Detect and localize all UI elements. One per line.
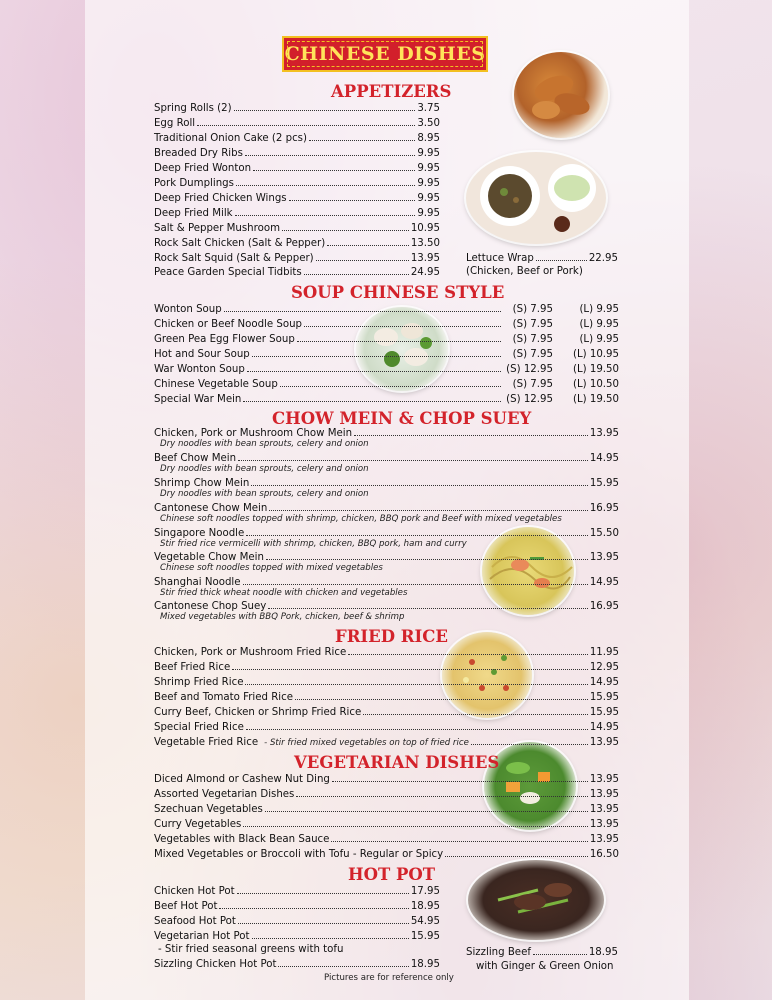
item-name: War Wonton Soup xyxy=(154,364,245,375)
item-name: Assorted Vegetarian Dishes xyxy=(154,789,295,800)
menu-item xyxy=(154,833,619,847)
small-price: (S) 7.95 xyxy=(512,319,553,330)
item-name: Peace Garden Special Tidbits xyxy=(154,267,302,278)
item-name: Shrimp Fried Rice xyxy=(154,677,244,688)
item-name: Breaded Dry Ribs xyxy=(154,148,243,159)
menu-item xyxy=(154,147,440,161)
item-price: 13.95 xyxy=(589,804,619,815)
menu-item-lettuce-wrap xyxy=(466,252,618,266)
item-price: 13.95 xyxy=(589,834,619,845)
item-description: Chinese soft noodles topped with shrimp, chicken, BBQ pork and Beef with mixed vegetables xyxy=(160,514,562,524)
item-name: Szechuan Vegetables xyxy=(154,804,263,815)
item-price: 9.95 xyxy=(417,208,440,219)
item-price: 22.95 xyxy=(588,253,618,264)
item-description: Dry noodles with bean sprouts, celery and onion xyxy=(160,439,369,449)
item-name: Deep Fried Milk xyxy=(154,208,233,219)
lettuce-wrap-photo xyxy=(466,152,606,244)
menu-item xyxy=(154,721,619,735)
menu-item xyxy=(154,661,619,675)
item-name: Chicken Hot Pot xyxy=(154,886,235,897)
menu-item xyxy=(154,818,619,832)
item-name: Cantonese Chop Suey xyxy=(154,601,267,612)
item-description: Dry noodles with bean sprouts, celery and onion xyxy=(160,489,369,499)
large-price: (L) 9.95 xyxy=(579,334,619,345)
item-name: Beef and Tomato Fried Rice xyxy=(154,692,293,703)
soup-heading: SOUP CHINESE STYLE xyxy=(291,283,505,302)
menu-item xyxy=(154,162,440,176)
item-name: Chicken, Pork or Mushroom Chow Mein xyxy=(154,428,353,439)
item-price: 16.95 xyxy=(589,601,619,612)
item-name: Curry Vegetables xyxy=(154,819,242,830)
hotpot-heading: HOT POT xyxy=(348,865,436,884)
menu-item xyxy=(154,207,440,221)
vegetarian-heading: VEGETARIAN DISHES xyxy=(294,753,500,772)
menu-item xyxy=(154,348,619,362)
item-price: 15.95 xyxy=(410,931,440,942)
item-price: 24.95 xyxy=(410,267,440,278)
item-name: Salt & Pepper Mushroom xyxy=(154,223,280,234)
item-price: 13.50 xyxy=(410,238,440,249)
item-name: Traditional Onion Cake (2 pcs) xyxy=(154,133,307,144)
small-price: (S) 12.95 xyxy=(506,394,553,405)
menu-item xyxy=(154,102,440,116)
item-price: 18.95 xyxy=(410,959,440,970)
lettuce-wrap-graphic xyxy=(466,152,606,244)
menu-item xyxy=(154,646,619,660)
small-price: (S) 7.95 xyxy=(512,304,553,315)
item-name: Egg Roll xyxy=(154,118,196,129)
menu-item xyxy=(154,930,440,944)
menu-title-banner xyxy=(282,36,488,72)
item-name: Chicken, Pork or Mushroom Fried Rice xyxy=(154,647,347,658)
sizzling-beef-photo xyxy=(468,860,604,940)
item-price: 3.50 xyxy=(417,118,440,129)
item-price: 18.95 xyxy=(588,947,618,958)
item-name: Vegetarian Hot Pot xyxy=(154,931,250,942)
item-name: Vegetable Chow Mein xyxy=(154,552,264,563)
item-name: Beef Fried Rice xyxy=(154,662,231,673)
menu-item xyxy=(154,333,619,347)
item-name: Sizzling Beef xyxy=(466,947,531,958)
item-description: Chinese soft noodles topped with mixed vegetables xyxy=(160,563,383,573)
item-name: Curry Beef, Chicken or Shrimp Fried Rice xyxy=(154,707,362,718)
item-price: 15.95 xyxy=(589,692,619,703)
vegetarian-hotpot-note: - Stir fried seasonal greens with tofu xyxy=(158,944,344,955)
item-name: Diced Almond or Cashew Nut Ding xyxy=(154,774,330,785)
item-price: 15.50 xyxy=(589,528,619,539)
menu-item xyxy=(154,222,440,236)
large-price: (L) 9.95 xyxy=(579,319,619,330)
menu-item xyxy=(154,117,440,131)
menu-item xyxy=(154,885,440,899)
menu-item xyxy=(154,252,440,266)
small-price: (S) 7.95 xyxy=(512,334,553,345)
item-name: Beef Hot Pot xyxy=(154,901,218,912)
item-name: Beef Chow Mein xyxy=(154,453,237,464)
item-price: 10.95 xyxy=(410,223,440,234)
item-price: 15.95 xyxy=(589,707,619,718)
menu-item xyxy=(154,676,619,690)
lettuce-wrap-note: (Chicken, Beef or Pork) xyxy=(466,266,583,277)
menu-item xyxy=(154,318,619,332)
menu-item xyxy=(154,706,619,720)
sizzling-beef-graphic xyxy=(468,860,604,940)
item-price: 8.95 xyxy=(417,133,440,144)
item-name: Chinese Vegetable Soup xyxy=(154,379,278,390)
item-name: Deep Fried Chicken Wings xyxy=(154,193,287,204)
sizzling-beef-note: with Ginger & Green Onion xyxy=(476,961,614,972)
large-price: (L) 19.50 xyxy=(572,364,619,375)
menu-item xyxy=(154,788,619,802)
small-price: (S) 7.95 xyxy=(512,379,553,390)
menu-item xyxy=(154,691,619,705)
item-name: Vegetable Fried Rice xyxy=(154,737,259,748)
menu-item xyxy=(154,266,440,280)
small-price: (S) 12.95 xyxy=(506,364,553,375)
large-price: (L) 9.95 xyxy=(579,304,619,315)
item-name: Sizzling Chicken Hot Pot xyxy=(154,959,277,970)
item-price: 18.95 xyxy=(410,901,440,912)
item-description: Mixed vegetables with BBQ Pork, chicken, beef & shrimp xyxy=(160,612,405,622)
item-price: 13.95 xyxy=(589,737,619,748)
item-price: 13.95 xyxy=(589,428,619,439)
menu-item xyxy=(154,378,619,392)
item-price: 15.95 xyxy=(589,478,619,489)
menu-item xyxy=(154,192,440,206)
item-price: 16.95 xyxy=(589,503,619,514)
item-price: 14.95 xyxy=(589,453,619,464)
item-name: Seafood Hot Pot xyxy=(154,916,236,927)
item-name: Shanghai Noodle xyxy=(154,577,241,588)
item-name: Rock Salt Chicken (Salt & Pepper) xyxy=(154,238,326,249)
menu-item xyxy=(154,132,440,146)
item-name: Pork Dumplings xyxy=(154,178,234,189)
menu-item xyxy=(154,393,619,407)
item-price: 9.95 xyxy=(417,178,440,189)
menu-title: CHINESE DISHES xyxy=(284,43,486,65)
chicken-wings-graphic xyxy=(514,52,608,138)
item-description: Dry noodles with bean sprouts, celery and onion xyxy=(160,464,369,474)
menu-item xyxy=(154,773,619,787)
small-price: (S) 7.95 xyxy=(512,349,553,360)
large-price: (L) 10.50 xyxy=(572,379,619,390)
item-price: 13.95 xyxy=(589,774,619,785)
large-price: (L) 19.50 xyxy=(572,394,619,405)
item-description: Stir fried thick wheat noodle with chicken and vegetables xyxy=(160,588,408,598)
appetizers-heading: APPETIZERS xyxy=(331,82,452,101)
item-name: Wonton Soup xyxy=(154,304,222,315)
item-price: 9.95 xyxy=(417,193,440,204)
menu-item xyxy=(154,237,440,251)
item-price: 9.95 xyxy=(417,148,440,159)
item-price: 9.95 xyxy=(417,163,440,174)
item-price: 54.95 xyxy=(410,916,440,927)
menu-item xyxy=(154,303,619,317)
item-price: 14.95 xyxy=(589,722,619,733)
item-price: 13.95 xyxy=(589,552,619,563)
item-name: Deep Fried Wonton xyxy=(154,163,252,174)
item-name: Rock Salt Squid (Salt & Pepper) xyxy=(154,253,314,264)
item-name: Mixed Vegetables or Broccoli with Tofu - Regular or Spicy xyxy=(154,849,444,860)
menu-item xyxy=(154,900,440,914)
item-price: 12.95 xyxy=(589,662,619,673)
menu-item xyxy=(154,363,619,377)
menu-item xyxy=(154,958,440,972)
item-price: 14.95 xyxy=(589,677,619,688)
large-price: (L) 10.95 xyxy=(572,349,619,360)
menu-item xyxy=(154,736,619,750)
item-price: 13.95 xyxy=(589,819,619,830)
item-name: Vegetables with Black Bean Sauce xyxy=(154,834,330,845)
friedrice-heading: FRIED RICE xyxy=(335,627,448,646)
item-price: 17.95 xyxy=(410,886,440,897)
item-name: Lettuce Wrap xyxy=(466,253,534,264)
menu-item xyxy=(154,915,440,929)
item-price: 11.95 xyxy=(589,647,619,658)
chowmein-heading: CHOW MEIN & CHOP SUEY xyxy=(272,409,532,428)
item-name: Green Pea Egg Flower Soup xyxy=(154,334,295,345)
item-description: - Stir fried mixed vegetables on top of fried rice xyxy=(264,738,469,748)
item-name: Chicken or Beef Noodle Soup xyxy=(154,319,303,330)
item-name: Cantonese Chow Mein xyxy=(154,503,268,514)
item-price: 16.50 xyxy=(589,849,619,860)
chicken-wings-photo xyxy=(514,52,608,138)
item-price: 3.75 xyxy=(417,103,440,114)
footnote: Pictures are for reference only xyxy=(324,973,454,983)
item-price: 14.95 xyxy=(589,577,619,588)
item-name: Special Fried Rice xyxy=(154,722,244,733)
item-name: Singapore Noodle xyxy=(154,528,245,539)
item-price: 13.95 xyxy=(589,789,619,800)
item-name: Special War Mein xyxy=(154,394,242,405)
item-price: 13.95 xyxy=(410,253,440,264)
menu-item xyxy=(154,803,619,817)
item-name: Spring Rolls (2) xyxy=(154,103,232,114)
item-name: Hot and Sour Soup xyxy=(154,349,250,360)
menu-item xyxy=(154,848,619,862)
menu-item xyxy=(154,177,440,191)
item-name: Shrimp Chow Mein xyxy=(154,478,250,489)
item-description: Stir fried rice vermicelli with shrimp, chicken, BBQ pork, ham and curry xyxy=(160,539,467,549)
menu-item-sizzling-beef xyxy=(466,946,618,960)
